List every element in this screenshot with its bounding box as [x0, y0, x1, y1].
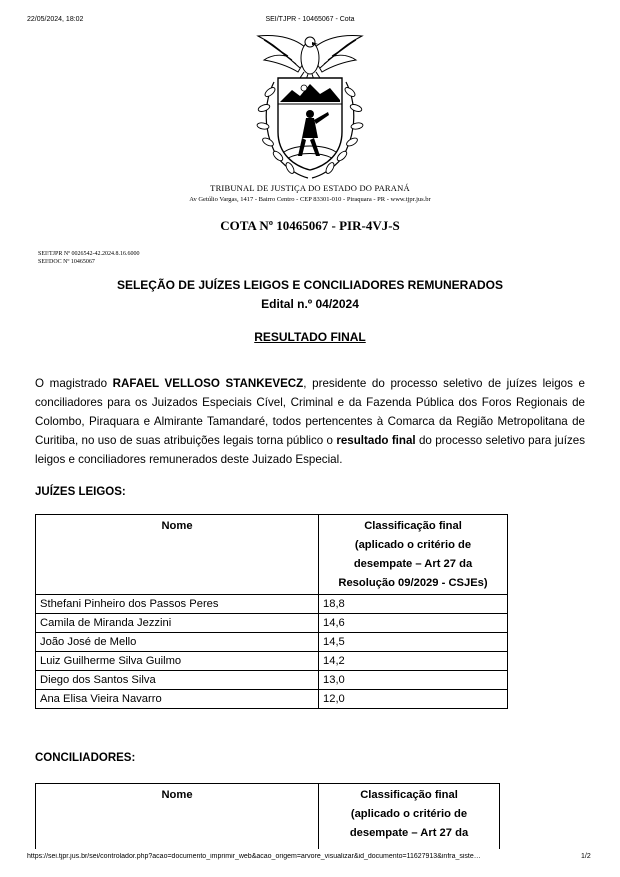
candidate-score: 12,0: [319, 690, 508, 709]
classification-header-line: Classificação final: [364, 520, 462, 532]
candidate-score: 14,2: [319, 652, 508, 671]
candidate-name: Ana Elisa Vieira Navarro: [36, 690, 319, 709]
paragraph-text: , presidente do processo seletivo de juízes leigos e conciliadores para os Juizados Especiais Cível, Criminal e da Fazenda Pública dos Foros Regionais de Colombo, Piraquara e Almirante Tamandaré, todos pertencentes à Comarca da Região Metropolitana de Curitiba, no uso de suas atribuições legais torna público o: [35, 377, 585, 447]
classification-header-line: desempate – Art 27 da: [353, 558, 473, 570]
table-header-row: [36, 515, 508, 595]
candidate-score: 14,5: [319, 633, 508, 652]
classification-header-line: Classificação final: [360, 789, 458, 801]
table-row: [36, 652, 508, 671]
institution-address: Av Getúlio Vargas, 1417 - Bairro Centro - CEP 83301-010 - Piraquara - PR - www.tjpr.jus.br: [189, 196, 431, 203]
column-header-classification: [319, 515, 508, 595]
result-heading: RESULTADO FINAL: [254, 330, 366, 344]
table-row: [36, 671, 508, 690]
body-paragraph: [35, 374, 585, 469]
table-header-row: [36, 784, 500, 852]
candidate-name: Sthefani Pinheiro dos Passos Peres: [36, 595, 319, 614]
classification-header-line: desempate – Art 27 da: [349, 827, 469, 839]
magistrate-name: RAFAEL VELLOSO STANKEVECZ: [112, 377, 304, 390]
conciliadores-table: [35, 783, 500, 852]
candidate-score: 14,6: [319, 614, 508, 633]
column-header-classification: [319, 784, 500, 852]
table-row: [36, 690, 508, 709]
print-page-number: 1/2: [581, 853, 591, 860]
institution-name: TRIBUNAL DE JUSTIÇA DO ESTADO DO PARANÁ: [210, 183, 410, 193]
sei-process-number: SEI!TJPR Nº 0026542-42.2024.8.16.6000: [38, 251, 140, 257]
column-header-name: Nome: [36, 515, 319, 595]
classification-header-line: (aplicado o critério de: [354, 539, 472, 551]
document-title: COTA Nº 10465067 - PIR-4VJ-S: [220, 218, 400, 233]
print-url: https://sei.tjpr.jus.br/sei/controlador.php?acao=documento_imprimir_web&acao_origem=arvore_visualizar&id_documento=11627913&infra_siste…: [27, 853, 481, 860]
juizes-leigos-table: [35, 514, 508, 709]
classification-header-line: Resolução 09/2029 - CSJEs): [338, 577, 488, 589]
print-datetime: 22/05/2024, 18:02: [27, 16, 84, 23]
table-row: [36, 595, 508, 614]
column-header-name: Nome: [36, 784, 319, 852]
coat-of-arms-emblem: [248, 32, 372, 182]
juizes-leigos-heading: JUÍZES LEIGOS:: [35, 486, 126, 498]
candidate-score: 13,0: [319, 671, 508, 690]
print-page-title: SEI/TJPR - 10465067 - Cota: [265, 16, 355, 23]
candidate-name: Diego dos Santos Silva: [36, 671, 319, 690]
candidate-name: Camila de Miranda Jezzini: [36, 614, 319, 633]
candidate-name: João José de Mello: [36, 633, 319, 652]
sei-document-number: SEI!DOC Nº 10465067: [38, 259, 95, 265]
table-row: [36, 614, 508, 633]
paragraph-text: O magistrado: [35, 377, 113, 390]
table-row: [36, 633, 508, 652]
candidate-name: Luiz Guilherme Silva Guilmo: [36, 652, 319, 671]
edital-number: Edital n.º 04/2024: [261, 297, 359, 311]
selection-title: SELEÇÃO DE JUÍZES LEIGOS E CONCILIADORES REMUNERADOS: [116, 278, 504, 292]
result-emphasis: resultado final: [336, 434, 416, 447]
conciliadores-heading: CONCILIADORES:: [35, 752, 136, 764]
paragraph-text: do processo seletivo para juízes leigos e conciliadores remunerados deste Juizado Especial.: [35, 434, 585, 466]
classification-header-line: (aplicado o critério de: [350, 808, 468, 820]
candidate-score: 18,8: [319, 595, 508, 614]
